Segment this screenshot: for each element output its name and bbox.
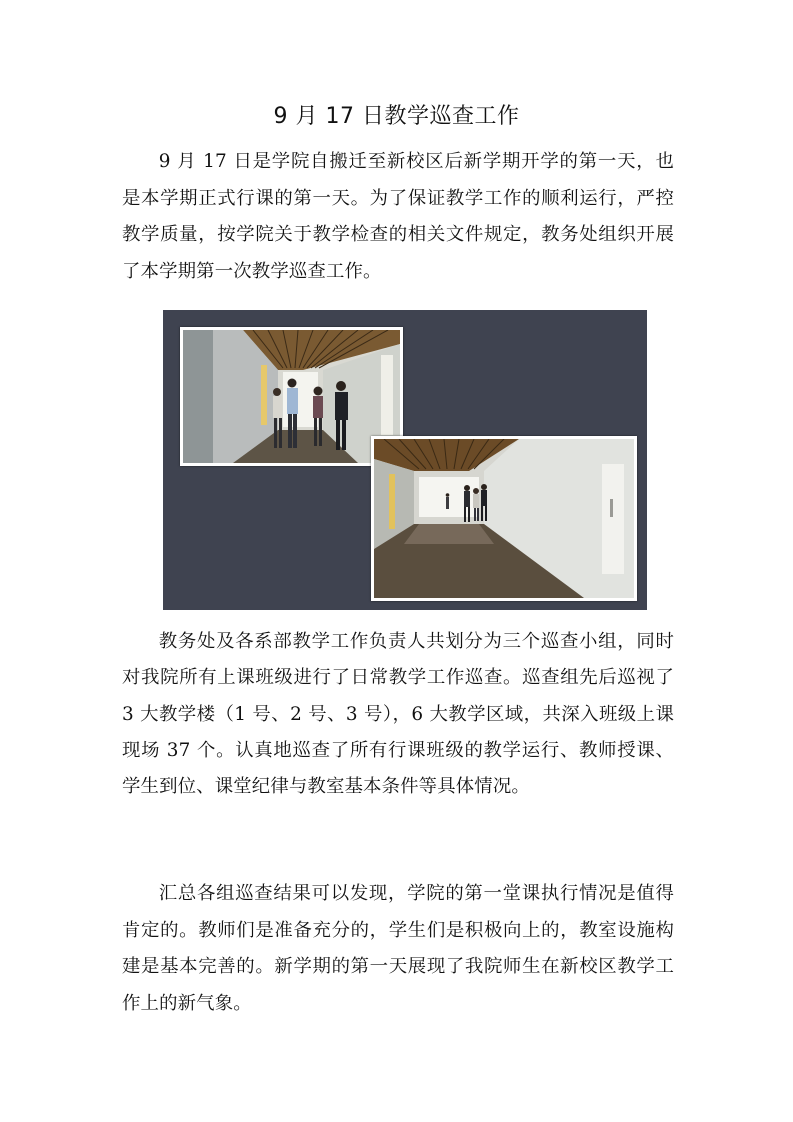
corridor-inspection-photo-2	[371, 436, 637, 601]
photo-collage	[163, 310, 647, 610]
paragraph-inspection-details: 教务处及各系部教学工作负责人共划分为三个巡查小组，同时对我院所有上课班级进行了日常教学工作巡查。巡查组先后巡视了 3 大教学楼（1 号、2 号、3 号），6 大教学区域，共深入班级上课现场 37 个。认真地巡查了所有行课班级的教学运行、教师授课、学生到位、课堂纪律与教室基本条件等具体情况。	[122, 631, 674, 798]
corridor-inspection-photo-1	[180, 327, 403, 466]
paragraph-intro: 9 月 17 日是学院自搬迁至新校区后新学期开学的第一天，也是本学期正式行课的第一天。为了保证教学工作的顺利运行，严控教学质量，按学院关于教学检查的相关文件规定，教务处组织开展了本学期第一次教学巡查工作。	[122, 151, 674, 282]
corridor-photo-2-image	[374, 439, 634, 598]
corridor-photo-1-image	[183, 330, 400, 463]
page-title: 9 月 17 日教学巡查工作	[273, 104, 520, 129]
paragraph-summary: 汇总各组巡查结果可以发现，学院的第一堂课执行情况是值得肯定的。教师们是准备充分的，学生们是积极向上的，教室设施构建是基本完善的。新学期的第一天展现了我院师生在新校区教学工作上的新气象。	[122, 883, 674, 1014]
